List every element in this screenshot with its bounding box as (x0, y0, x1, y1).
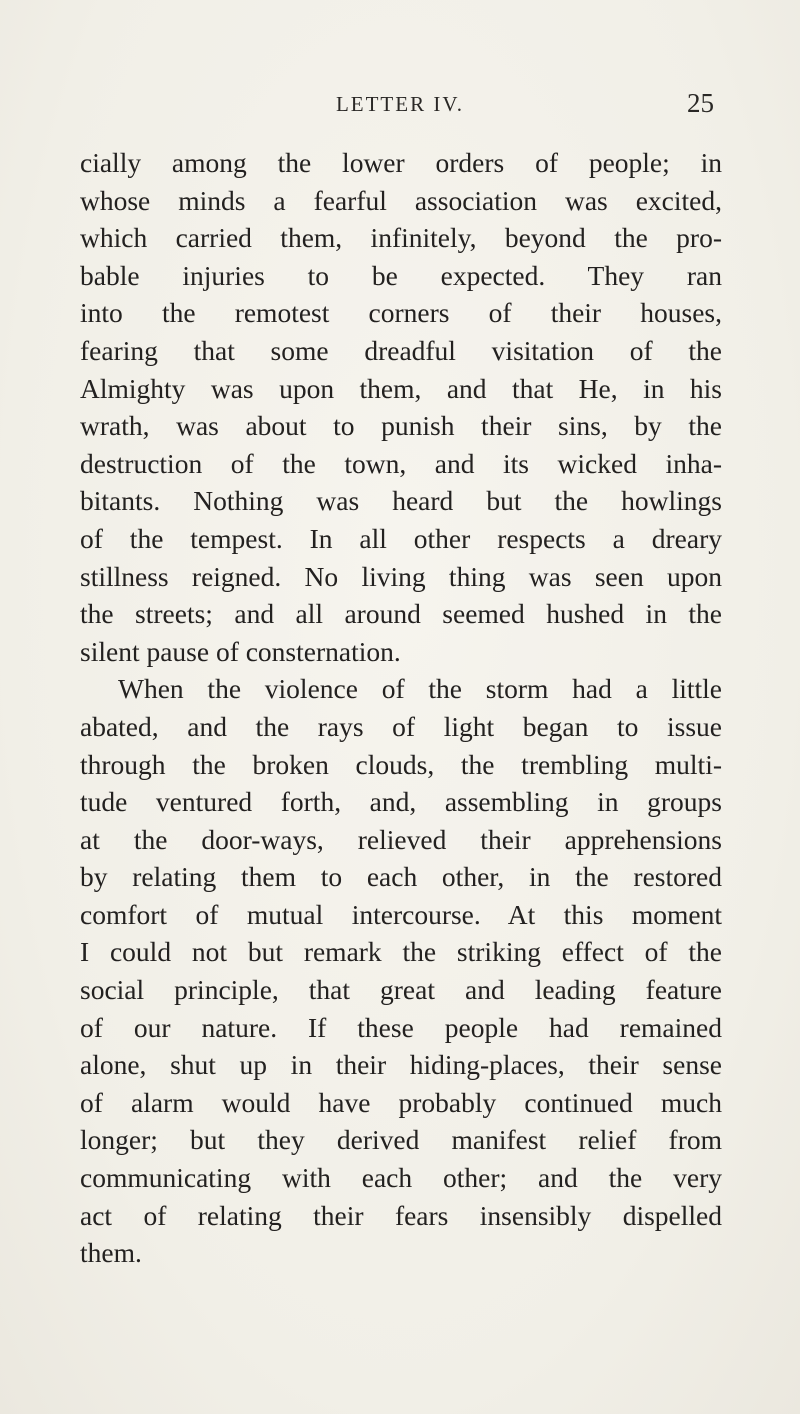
text-line: by relating them to each other, in the restored (80, 861, 722, 893)
text-line: I could not but remark the striking effect of the (80, 936, 722, 968)
text-line: When the violence of the storm had a little (118, 673, 722, 705)
text-line: them. (80, 1237, 142, 1269)
text-line: abated, and the rays of light began to issue (80, 710, 722, 742)
text-line: cially among the lower orders of people; in (80, 147, 722, 178)
text-line: which carried them, infinitely, beyond the pro- (80, 222, 722, 254)
text-line: communicating with each other; and the very (80, 1162, 722, 1194)
text-line: act of relating their fears insensibly dispelled (80, 1199, 722, 1231)
text-line: of the tempest. In all other respects a dreary (80, 522, 722, 554)
text-line: bitants. Nothing was heard but the howlings (80, 485, 722, 517)
running-head: LETTER IV. (335, 92, 465, 116)
text-line: at the door-ways, relieved their apprehensions (80, 823, 722, 855)
text-line: of our nature. If these people had remained (80, 1011, 722, 1043)
body-text (80, 144, 722, 1272)
text-line: through the broken clouds, the trembling multi- (80, 748, 722, 780)
text-line: Almighty was upon them, and that He, in his (80, 372, 722, 404)
page-number: 25 (687, 88, 714, 118)
text-line: stillness reigned. No living thing was seen upon (80, 560, 722, 592)
text-line: into the remotest corners of their houses, (80, 297, 722, 329)
text-line: of alarm would have probably continued much (80, 1086, 722, 1118)
page-header (0, 88, 800, 128)
text-line: bable injuries to be expected. They ran (80, 259, 722, 291)
text-line: fearing that some dreadful visitation of the (80, 334, 722, 366)
text-line: silent pause of consternation. (80, 635, 401, 667)
text-line: alone, shut up in their hiding-places, their sense (80, 1049, 722, 1081)
text-line: longer; but they derived manifest relief from (80, 1124, 722, 1156)
text-line: comfort of mutual intercourse. At this moment (80, 898, 722, 930)
text-line: whose minds a fearful association was excited, (80, 184, 722, 216)
text-line: social principle, that great and leading feature (80, 974, 722, 1006)
text-line: the streets; and all around seemed hushed in the (80, 598, 722, 630)
text-line: wrath, was about to punish their sins, by the (80, 410, 722, 442)
text-line: destruction of the town, and its wicked inha- (80, 447, 722, 479)
text-line: tude ventured forth, and, assembling in groups (80, 786, 722, 818)
